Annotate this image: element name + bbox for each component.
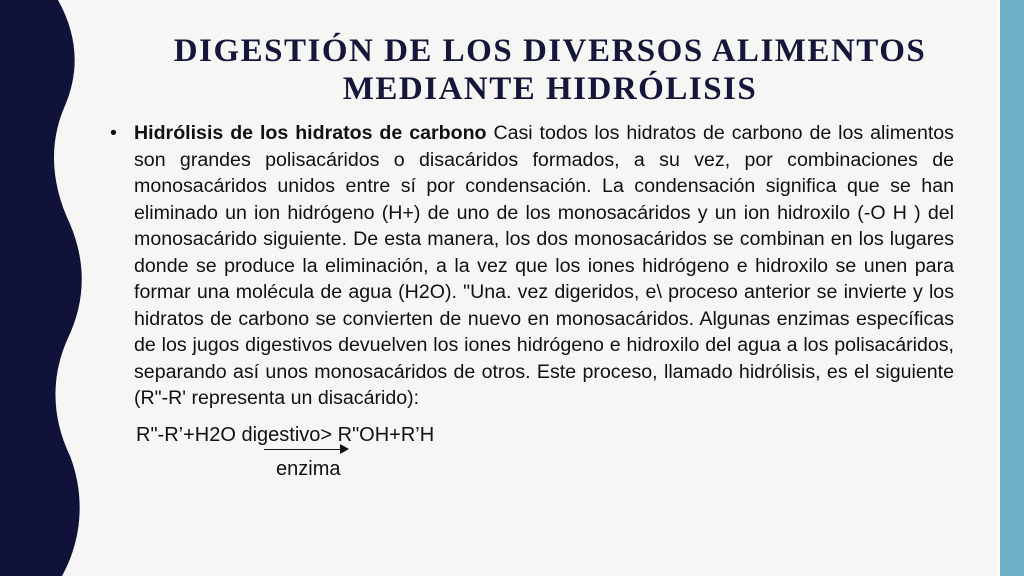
slide-title: DIGESTIÓN DE LOS DIVERSOS ALIMENTOS MEDIANTE HIDRÓLISIS	[173, 33, 927, 107]
slide-body	[108, 120, 954, 482]
bullet-lead-heading: Hidrólisis de los hidratos de carbono	[134, 122, 487, 144]
reaction-arrow-line	[264, 449, 346, 450]
bullet-item	[108, 120, 954, 412]
bullet-paragraph	[134, 120, 954, 412]
enzyme-label: enzima	[276, 457, 341, 480]
decorative-navy-band	[0, 0, 100, 576]
bullet-dot: •	[110, 122, 117, 144]
decorative-teal-band	[1000, 0, 1024, 576]
bullet-body-text: Casi todos los hidratos de carbono de los alimentos son grandes polisacáridos o disacáridos formados, a su vez, por combinaciones de monosacáridos unidos entre sí por condensación. La condensación significa que se han eliminado un ion hidrógeno (H+) de uno de los monosacáridos y un ion hidroxilo (-O H ) del monosacárido siguiente. De esta manera, los dos monosacáridos se combinan en los lugares donde se produce la eliminación, a la vez que los iones hidrógeno e hidroxilo se unen para formar una molécula de agua (H2O). "Una. vez digeridos, e\ proceso anterior se invierte y los hidratos de carbono se convierten de nuevo en monosacáridos. Algunas enzimas específicas de los jugos digestivos devuelven los iones hidrógeno e hidroxilo del agua a los polisacáridos, separando así unos monosacáridos de otros. Este proceso, llamado hidrólisis, es el siguiente (R"-R' representa un disacárido):	[134, 122, 954, 409]
hydrolysis-equation: R"-R’+H2O digestivo> R"OH+R’H	[136, 423, 435, 446]
reaction-arrow-icon	[340, 444, 349, 454]
enzyme-annotation	[136, 448, 954, 482]
